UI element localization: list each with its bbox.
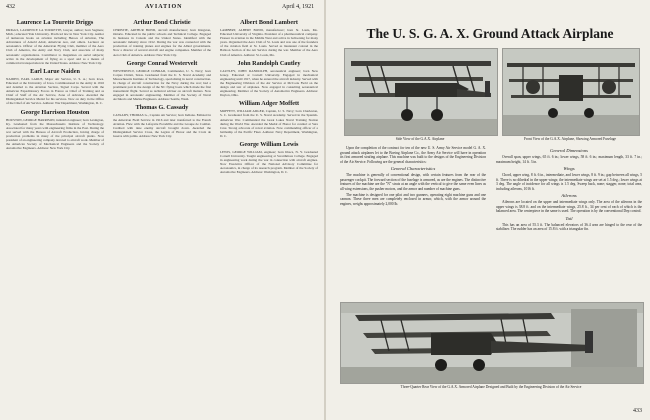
bio-name: George William Lewis [239,140,299,148]
bio-name: Earl Larue Naiden [30,67,80,75]
article-paragraph: Chord, upper wing, 8 ft. 6 in., intermediate, and lower wings, 8 ft. 9 in.; gap between all wings, 5 ft. There is no dihedral in the upper wings; the intermediate wings are set at 1.5 deg.; lower wings at 3 deg. The angle of incidence for all wings is 1.5 deg. Sweep back, none; stagger, none; total area, including ailerons, 1016 ft. [496,173,642,191]
side-view-photo [344,48,498,136]
bio-entry [220,60,318,98]
bio-text: LEWIS, GEORGE WILLIAM, engineer; born Ithaca, N. Y. Graduated Cornell University. Taught engineering at Swarthmore College. Engaged in engineering work during the war in connection with aircraft engines. Now Executive Officer of the National Advisory Committee for Aeronautics, in charge of its research program. Member of the Society of Automotive Engineers. Address: Washington, D. C. [220,149,318,175]
right-page-number: 433 [633,408,642,414]
article-paragraph: The machine is generally of conventional design, with certain features from the rear of the passenger cockpit. The forward section of the fuselage is armored, as are the engines. The distinctive features of the machine are the "N" struts at an angle with the vertical to give the same even lines as all wing extensions, the pusher motors, and the armor and number of machine guns. [340,173,486,191]
bio-name: George Conrad Westervelt [126,59,198,67]
biplane-side-illustration [345,49,497,135]
front-view-photo [502,48,640,136]
bio-entry [113,19,211,57]
bio-name: Laurence La Tourette Driggs [16,19,94,26]
side-view-caption: Side View of the G.A.X. Airplane [395,137,445,141]
bio-name: George Harrison Houston [20,108,90,116]
journal-name: AVIATION [145,4,183,10]
bio-entry [113,60,211,102]
bio-entry [113,104,211,138]
article-paragraph: Overall span, upper wings, 65 ft. 6 in.; lower wings, 58 ft. 6 in.; maximum length, 33 ft. 7 in.; maximum height, 14 ft. 3 in. [496,155,642,164]
bio-text: CHRISTIE, ARTHUR BOND, aircraft manufacturer; born Kingston, Ontario. Educated in the public schools and Technical College. Engaged in business in Canada and the United States. Identified with the aeronautic industry since 1912. During the war was connected with the production of training planes and engines for the Allied governments. Now a director of several aircraft and engine companies. Member of the Aero Club of America. Address: New York City. [113,28,211,57]
section-heading: General Dimensions [550,148,588,153]
left-page-number: 432 [6,4,15,10]
right-page [326,0,650,420]
bio-column-3 [220,16,318,416]
bio-column-2 [113,16,211,416]
bio-entry [6,68,104,106]
section-heading: General Characteristics [390,166,436,171]
front-view-caption: Front View of the G.A.X. Airplane, Showing Armored Fuselage [524,137,616,141]
bio-text: CAUTLEY, JOHN RANDOLPH, aeronautical engineer; born New Jersey. Educated at Cornell University. Engaged in mechanical engineering until 1917, when he entered the aircraft industry. Served with the Engineering Division of the Air Service at McCook Field on the design and test of airplanes. Now engaged in consulting aeronautical engineering. Member of the Society of Automotive Engineers. Address: Dayton, Ohio. [220,68,318,98]
bio-name: Albert Bond Lambert [240,19,298,26]
article-paragraph: Ailerons are located on the upper and intermediate wings only. The area of the ailerons in the upper wings is 38.8 ft. and on the intermediate wings, 25.8 ft., 34 per cent of each of which is the balanced area. The centerpiece in the same is used. The operation is by the conventional Dep control. [496,200,642,213]
rear-view-photo [340,302,644,384]
bio-text: MOFFETT, WILLIAM ADGER, Captain, U. S. Navy; born Charleston, S. C. Graduated from the U. S. Naval Academy. Served in the Spanish-American War. Commanded the Great Lakes Naval Training Station during the World War. Awarded the Medal of Honor for conduct at Vera Cruz. Strong advocate of naval aviation. Now commanding officer of a battleship of the Pacific Fleet. Address: Navy Department, Washington, D. C. [220,109,318,138]
bio-text: HOUSTON, GEORGE HARRISON, industrial engineer; born Lexington, Ky. Graduated from the Massachusetts Institute of Technology. Associated for many years with engineering firms in the East. During the war served with the Bureau of Aircraft Production, having charge of production problems in many of the principal aircraft plants. Now president of an engineering company devoted to aircraft work. Member of the American Society of Mechanical Engineers and the Society of Automotive Engineers. Address: New York City. [6,117,104,151]
article-column-1 [340,146,486,298]
bio-text: WESTERVELT, GEORGE CONRAD, Commander, U. S. Navy; born Corpus Christi, Texas. Graduated from the U. S. Naval Academy and Massachusetts Institute of Technology, specializing in naval construction. In charge of aircraft construction for the Navy during the war; had a prominent part in the design of the NC flying boats which made the first transatlantic flight. Served as technical adviser on aircraft matters. Now engaged in aeronautic engineering. Member of the Society of Naval Architects and Marine Engineers. Address: Seattle, Wash. [113,68,211,102]
section-heading: Wings [563,166,575,171]
bio-text: CASSADY, THOMAS G., Captain Air Service; born Indiana. Enlisted in the American Field Service in 1916 and later transferred to the French Aviation. Flew with the Lafayette Escadrille and the Groupe de Combat. Credited with nine enemy aircraft brought down. Awarded the Distinguished Service Cross, the Legion of Honor and the Croix de Guerre with palms. Address: New York City. [113,113,211,138]
article-column-2 [496,146,642,298]
bio-name: Arthur Bond Christie [133,19,191,26]
rear-view-caption: Three-Quarter Rear View of the G.A.X. Armored Airplane Designed and Built by the Engineering Division of the Air Service [400,385,582,389]
bio-entry [220,19,318,57]
biplane-rear-illustration [341,303,643,383]
article-title: The U. S. G. A. X. Ground Attack Airplane [366,26,614,41]
bio-entry [6,109,104,151]
bio-name: John Randolph Cautley [237,59,301,67]
bio-entry [220,141,318,175]
bio-text: DRIGGS, LAURENCE LA TOURETTE, lawyer, author; born Saginaw, Mich.; educated Yale University. Practiced law in New York City. Author of numerous books on aviation including Heroes of Aviation, The Adventures of Arnold Adair, American Ace, and others. Lecturer on aeronautics. Officer of the American Flying Club, member of the Aero Club of America, the Army and Navy Club, and associate of many aeronautic organizations. Contributor to magazines on aerial subjects; active in the development of flying as a sport and as a means of commercial transportation in the United States. Address: New York City. [6,28,104,65]
biplane-front-illustration [503,49,639,135]
issue-date: April 4, 1921 [282,4,315,10]
article-paragraph: The machine is designed for one pilot and two gunners, operating eight machine guns and one cannon. These three men are completely enclosed in armor, which, with the armor around the engines, weighs approximately 2,000 lb. [340,192,486,206]
bio-entry [6,19,104,65]
bio-name: William Adger Moffett [238,100,300,108]
section-heading: Tail [565,215,573,221]
bio-column-1 [6,16,104,416]
bio-text: LAMBERT, ALBERT BOND, manufacturer; born St. Louis, Mo. Educated University of Virginia. President of a pharmaceutical company. Pioneer in aviation in the Middle West and active in ballooning for many years. Organized the Aero Club of St. Louis and was one of the founders of the aviation field at St. Louis. Served as lieutenant colonel in the Balloon Section of the Air Service during the war. Member of the Aero Club of America. Address: St. Louis, Mo. [220,28,318,57]
bio-name: Thomas G. Cassady [135,104,189,112]
article-paragraph: Upon the completion of the contract for ten of the new U. S. Army Air Service model G. A. X. ground attack airplanes let to the Boeing Airplane Co., the Army Air Service will have in operation its first armored strafing airplane. This machine was built to the designs of the Engineering Division of the Air Service. Following are the general characteristics: [340,146,486,164]
bio-entry [220,100,318,138]
article-paragraph: This has an area of 55.3 ft. The balanced elevators of 36.4 area are hinged to the rear of the stabilizer. The rudder has an area of 15.8 ft. with a triangular fin. [496,222,642,231]
section-heading: Ailerons [561,193,577,198]
bio-text: NAIDEN, EARL LARUE, Major Air Service, U. S. A.; born Iowa. Educated at the University of Iowa. Commissioned in the Army in 1916 and detailed to the Aviation Section, Signal Corps. Served with the American Expeditionary Forces in France as Chief of Training and as Chief of Staff of the Air Service, Zone of Advance. Awarded the Distinguished Service Medal for his services. Now on duty in the Office of the Chief of Air Service. Address: War Department, Washington, D. C. [6,76,104,106]
